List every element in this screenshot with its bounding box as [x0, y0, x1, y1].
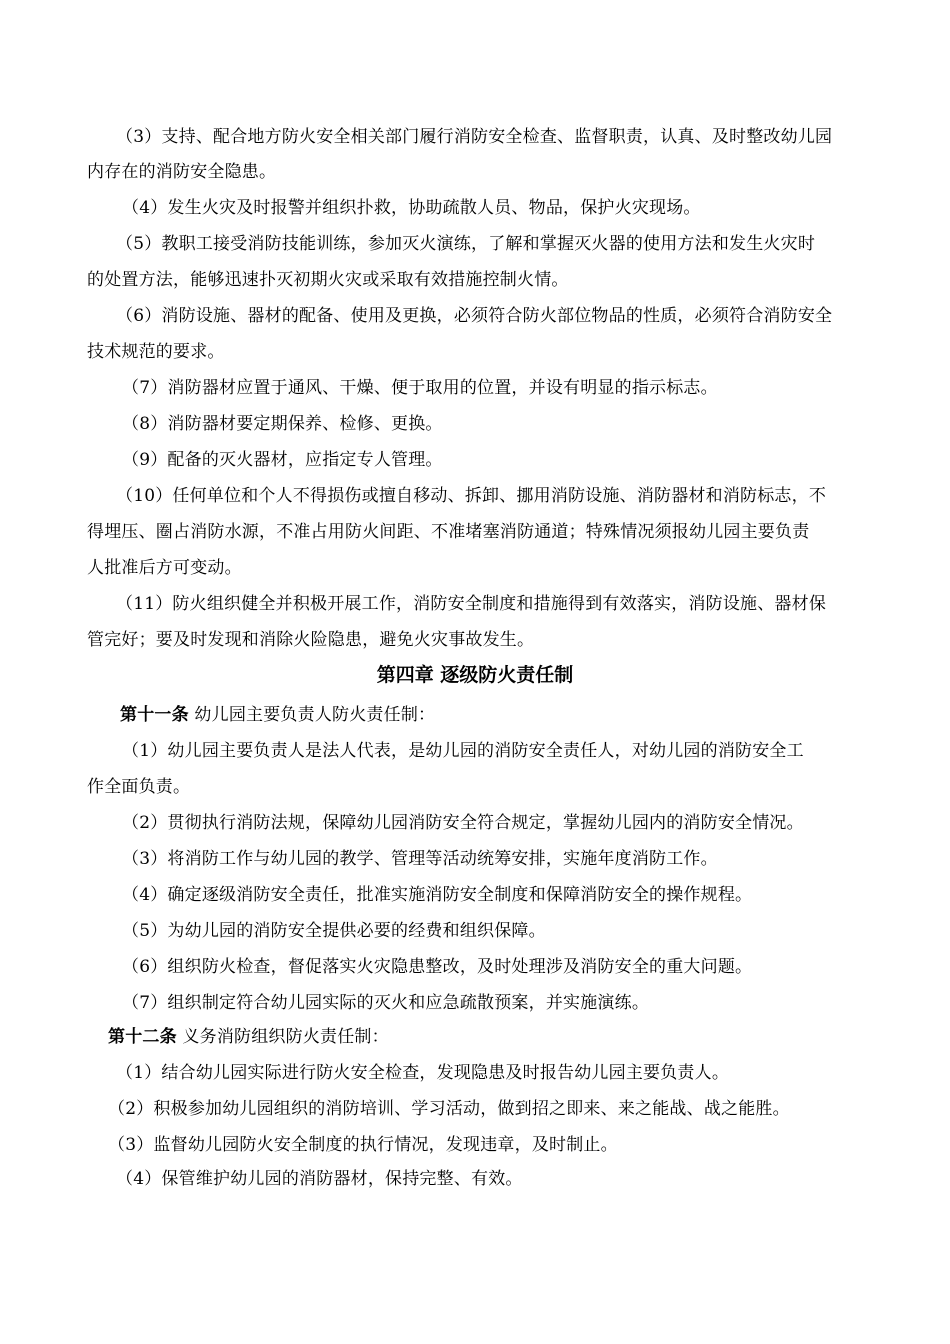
a11-item-5: （5）为幼儿园的消防安全提供必要的经费和组织保障。 [122, 921, 546, 941]
a11-item-3: （3）将消防工作与幼儿园的教学、管理等活动统筹安排，实施年度消防工作。 [122, 849, 718, 869]
article-12-title: 义务消防组织防火责任制： [182, 1027, 389, 1047]
a11-item-4: （4）确定逐级消防安全责任，批准实施消防安全制度和保障消防安全的操作规程。 [122, 885, 753, 905]
a11-item-7: （7）组织制定符合幼儿园实际的灭火和应急疏散预案，并实施演练。 [122, 993, 650, 1013]
a11-item-1-line-1: （1）幼儿园主要负责人是法人代表，是幼儿园的消防安全责任人，对幼儿园的消防安全工 [122, 741, 804, 761]
item-10-line-2: 得埋压、圈占消防水源，不准占用防火间距、不准堵塞消防通道；特殊情况须报幼儿园主要负责 [87, 522, 810, 542]
item-11-line-1: （11）防火组织健全并积极开展工作，消防安全制度和措施得到有效落实，消防设施、器材保 [116, 594, 827, 614]
item-4-line-1: （4）发生火灾及时报警并组织扑救，协助疏散人员、物品，保护火灾现场。 [122, 198, 701, 218]
a12-item-3: （3）监督幼儿园防火安全制度的执行情况，发现违章，及时制止。 [108, 1135, 618, 1155]
item-10-line-3: 人批准后方可变动。 [87, 558, 242, 578]
item-7-line-1: （7）消防器材应置于通风、干燥、便于取用的位置，并设有明显的指示标志。 [122, 378, 718, 398]
chapter-title: 第四章 逐级防火责任制 [376, 664, 574, 686]
item-6-line-2: 技术规范的要求。 [87, 342, 225, 362]
a11-item-1-line-2: 作全面负责。 [87, 777, 191, 797]
a11-item-6: （6）组织防火检查，督促落实火灾隐患整改，及时处理涉及消防安全的重大问题。 [122, 957, 753, 977]
article-12-label: 第十二条 [108, 1027, 177, 1047]
a12-item-1: （1）结合幼儿园实际进行防火安全检查，发现隐患及时报告幼儿园主要负责人。 [116, 1063, 730, 1083]
item-10-line-1: （10）任何单位和个人不得损伤或擅自移动、拆卸、挪用消防设施、消防器材和消防标志，不 [116, 486, 827, 506]
article-11-label: 第十一条 [120, 705, 189, 725]
article-11-heading [120, 703, 435, 727]
article-11-title: 幼儿园主要负责人防火责任制： [194, 705, 436, 725]
a12-item-4: （4）保管维护幼儿园的消防器材，保持完整、有效。 [116, 1169, 523, 1189]
article-12-heading [108, 1025, 389, 1049]
item-9-line-1: （9）配备的灭火器材，应指定专人管理。 [122, 450, 443, 470]
a11-item-2: （2）贯彻执行消防法规，保障幼儿园消防安全符合规定，掌握幼儿园内的消防安全情况。 [122, 813, 804, 833]
item-6-line-1: （6）消防设施、器材的配备、使用及更换，必须符合防火部位物品的性质，必须符合消防安全 [116, 306, 833, 326]
item-5-line-1: （5）教职工接受消防技能训练，参加灭火演练，了解和掌握灭火器的使用方法和发生火灾时 [116, 234, 816, 254]
item-11-line-2: 管完好；要及时发现和消除火险隐患，避免火灾事故发生。 [87, 630, 535, 650]
item-3-line-1: （3）支持、配合地方防火安全相关部门履行消防安全检查、监督职责，认真、及时整改幼儿园 [116, 127, 833, 147]
item-8-line-1: （8）消防器材要定期保养、检修、更换。 [122, 414, 443, 434]
item-5-line-2: 的处置方法，能够迅速扑灭初期火灾或采取有效措施控制火情。 [87, 270, 569, 290]
item-3-line-2: 内存在的消防安全隐患。 [87, 162, 277, 182]
a12-item-2: （2）积极参加幼儿园组织的消防培训、学习活动，做到招之即来、来之能战、战之能胜。 [108, 1099, 790, 1119]
